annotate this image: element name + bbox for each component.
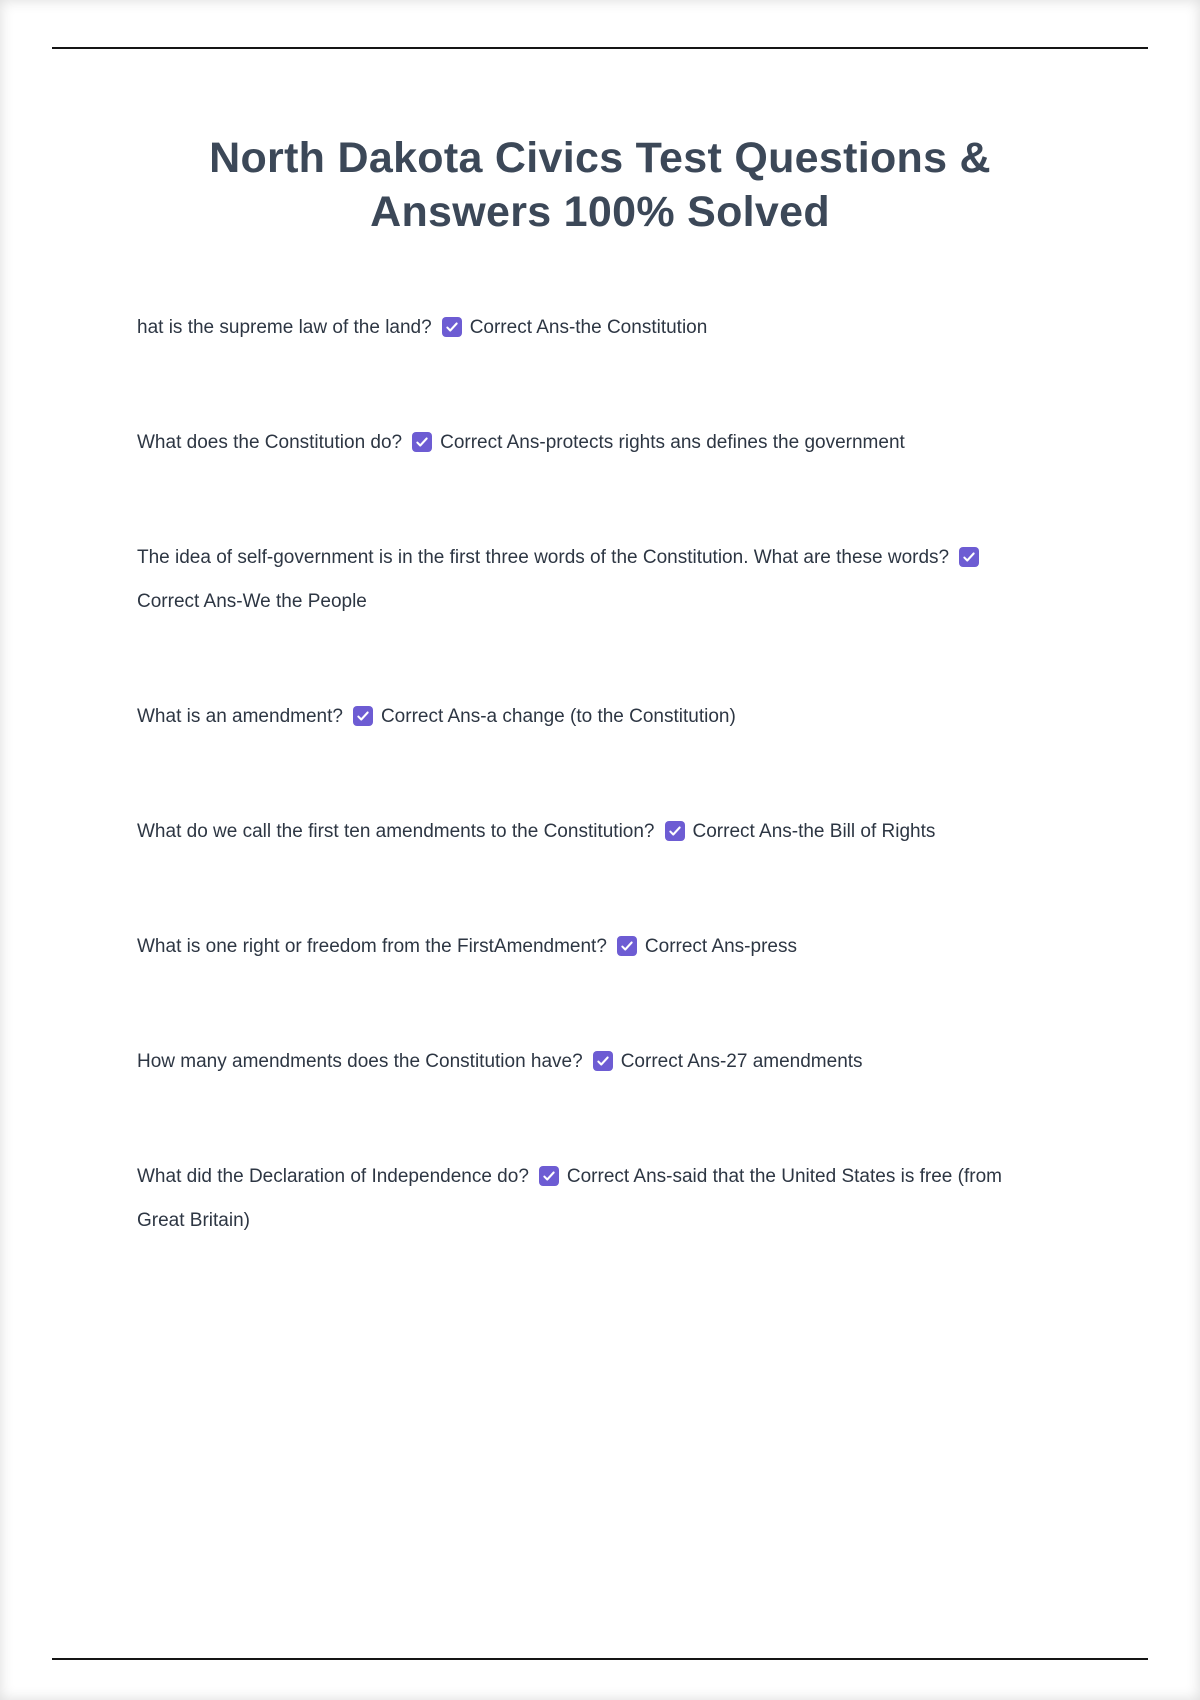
qa-item [137,536,1015,624]
answer-text: Correct Ans-We the People [137,590,367,612]
page-title [60,132,1140,240]
qa-item [137,925,1015,969]
question-text: What is one right or freedom from the FirstAmendment? [137,935,607,957]
answer-text: Correct Ans-press [644,935,797,957]
page-title-line-1: North Dakota Civics Test Questions & [209,134,991,182]
qa-item [137,1040,1015,1084]
question-text: hat is the supreme law of the land? [137,316,432,338]
bottom-rule [52,1658,1148,1660]
checkbox-icon [353,706,373,726]
answer-text: Correct Ans-27 amendments [620,1050,863,1072]
checkbox-icon [593,1051,613,1071]
top-rule [52,47,1148,49]
page-title-line-2: Answers 100% Solved [370,187,830,236]
checkbox-icon [959,547,979,567]
qa-list [137,306,1015,1243]
checkbox-icon [442,317,462,337]
answer-text: Correct Ans-the Constitution [469,316,708,338]
question-text: What do we call the first ten amendments to the Constitution? [137,820,655,842]
checkbox-icon [617,936,637,956]
answer-text: Correct Ans-protects rights ans defines the government [440,431,905,453]
checkbox-icon [665,821,685,841]
question-text: What does the Constitution do? [137,431,403,453]
checkbox-icon [412,432,432,452]
answer-text: Correct Ans-the Bill of Rights [692,820,936,842]
qa-item [137,695,1015,739]
qa-item [137,421,1015,465]
answer-text: Correct Ans-a change (to the Constitution) [380,705,736,727]
question-text: How many amendments does the Constitution have? [137,1050,583,1072]
qa-item [137,810,1015,854]
question-text: The idea of self-government is in the first three words of the Constitution. What are these words? [137,546,950,568]
checkbox-icon [539,1166,559,1186]
qa-item [137,306,1015,350]
qa-item [137,1155,1015,1243]
question-text: What did the Declaration of Independence do? [137,1165,529,1187]
question-text: What is an amendment? [137,705,343,727]
answer-text: Correct Ans-said that the United States is free (from Great Britain) [137,1165,1002,1231]
